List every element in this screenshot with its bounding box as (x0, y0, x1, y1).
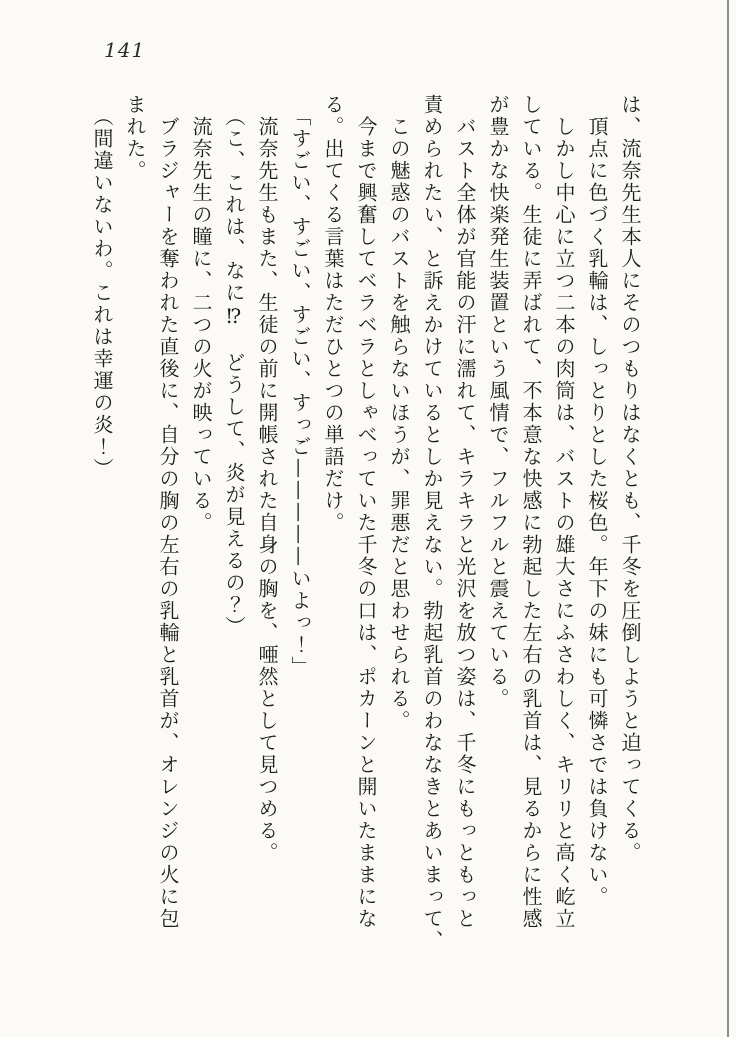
text-line: まれた。 (123, 94, 147, 182)
text-line: が豊かな快楽発生装置という風情で、フルフルと震えている。 (486, 94, 510, 710)
text-line: （こ、これは、なに⁉ どうして、炎が見えるの？） (222, 94, 246, 638)
text-line: は、流奈先生本人にそのつもりはなくとも、千冬を圧倒しようと迫ってくる。 (618, 94, 642, 864)
page-number: 141 (104, 38, 146, 62)
text-line: しかし中心に立つ二本の肉筒は、バストの雄大さにふさわしく、キリリと高く屹立 (552, 94, 576, 930)
text-line: 責められたい、と訴えかけているとしか見えない。勃起乳首のわななきとあいまって、 (420, 94, 444, 952)
text-line: 流奈先生もまた、生徒の前に開帳された自身の胸を、唖然として見つめる。 (255, 94, 279, 864)
text-line: バスト全体が官能の汗に濡れて、キラキラと光沢を放つ姿は、千冬にもっともっと (453, 94, 477, 930)
page-edge-line (727, 0, 729, 1037)
text-line: る。出てくる言葉はただひとつの単語だけ。 (321, 94, 345, 534)
body-text (85, 94, 646, 954)
text-line: 今まで興奮してベラベラとしゃべっていた千冬の口は、ポカーンと開いたままにな (354, 94, 378, 930)
text-line: 流奈先生の瞳に、二つの火が映っている。 (189, 94, 213, 534)
text-line: ブラジャーを奪われた直後に、自分の胸の左右の乳輪と乳首が、オレンジの火に包 (156, 94, 180, 930)
text-line: している。生徒に弄ばれて、不本意な快感に勃起した左右の乳首は、見るからに性感 (519, 94, 543, 930)
text-line: （間違いないわ。これは幸運の炎！） (90, 94, 114, 480)
text-line: この魅惑のバストを触らないほうが、罪悪だと思わせられる。 (387, 94, 411, 732)
text-line: 頂点に色づく乳輪は、しっとりとした桜色。年下の妹にも可憐さでは負けない。 (585, 94, 609, 908)
text-line: 「すごい、すごい、すごい、すっご—————いよっ！」 (288, 94, 312, 678)
